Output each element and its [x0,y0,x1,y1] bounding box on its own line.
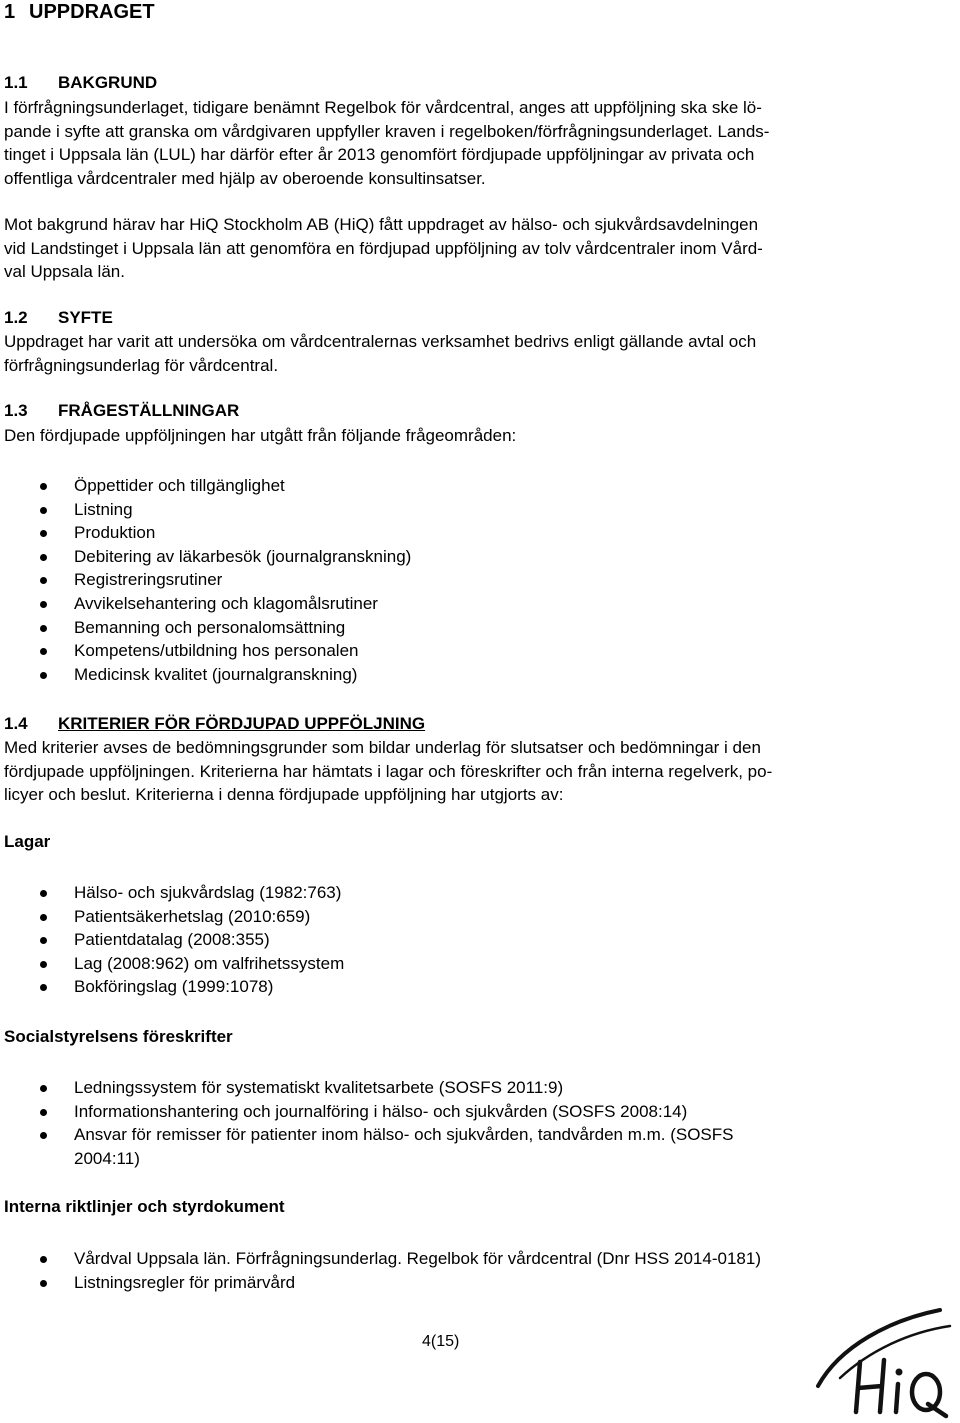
section-heading-kriterier [4,713,425,735]
paragraph-kriterier [4,736,870,807]
hiq-logo [800,1300,958,1420]
list-item: Listning [4,498,884,522]
section-number: 1.3 [4,401,28,420]
list-item: Kompetens/utbildning hos personalen [4,639,884,663]
text-line: fördjupade uppföljningen. Kriterierna har hämtats i lagar och föreskrifter och från interna regelverk, po- [4,761,773,781]
list-riktlinjer [4,1247,884,1294]
section-heading-fragestallningar [4,400,239,422]
list-item: Informationshantering och journalföring i hälso- och sjukvården (SOSFS 2008:14) [4,1100,884,1124]
list-item: Patientsäkerhetslag (2010:659) [4,905,884,929]
text-line: Den fördjupade uppföljningen har utgått från följande frågeområden: [4,426,517,445]
chapter-heading [4,0,155,24]
chapter-number: 1 [4,1,16,23]
text-line: förfrågningsunderlag för vårdcentral. [4,355,279,375]
page-number: 4(15) [422,1333,460,1350]
text-line: val Uppsala län. [4,262,125,281]
text-line: pande i syfte att granska om vårdgivaren uppfyller kraven i regelboken/förfrågningsunderlaget. Lands- [4,121,770,141]
section-number: 1.1 [4,73,28,92]
section-title: SYFTE [58,308,113,327]
list-item: Debitering av läkarbesök (journalgranskning) [4,545,884,569]
subsection-heading-foreskrifter: Socialstyrelsens föreskrifter [4,1027,233,1046]
list-item: Öppettider och tillgänglighet [4,474,884,498]
list-item: Registreringsrutiner [4,568,884,592]
text-line: tinget i Uppsala län (LUL) har därför efter år 2013 genomfört fördjupade uppföljningar av privata och [4,145,755,164]
list-item: Lag (2008:962) om valfrihetssystem [4,952,884,976]
section-title: BAKGRUND [58,73,158,92]
text-line: Med kriterier avses de bedömningsgrunder som bildar underlag för slutsatser och bedömningar i den [4,738,761,757]
paragraph-fragestallningar [4,424,870,448]
section-title: FRÅGESTÄLLNINGAR [58,401,240,420]
list-item: Bemanning och personalomsättning [4,616,884,640]
list-item: Medicinsk kvalitet (journalgranskning) [4,663,884,687]
text-line: vid Landstinget i Uppsala län att genomföra en fördjupad uppföljning av tolv vårdcentraler inom Vård- [4,238,763,258]
list-item: Produktion [4,521,884,545]
paragraph-bakgrund-2 [4,213,870,284]
list-item: Listningsregler för primärvård [4,1271,884,1295]
list-item: Bokföringslag (1999:1078) [4,975,884,999]
paragraph-syfte [4,330,870,377]
section-number: 1.4 [4,714,28,733]
list-item-line: Ansvar för remisser för patienter inom hälso- och sjukvården, tandvården m.m. (SOSFS [74,1125,734,1145]
paragraph-bakgrund-1 [4,96,870,190]
list-item: Avvikelsehantering och klagomålsrutiner [4,592,884,616]
subsection-heading-riktlinjer: Interna riktlinjer och styrdokument [4,1197,285,1216]
list-lagar [4,881,884,999]
text-line: Uppdraget har varit att undersöka om vårdcentralernas verksamhet bedrivs enligt gällande avtal och [4,332,757,351]
list-item: Ledningssystem för systematiskt kvalitetsarbete (SOSFS 2011:9) [4,1076,884,1100]
text-line: I förfrågningsunderlaget, tidigare benämnt Regelbok för vårdcentral, anges att uppföljning ska ske lö- [4,98,762,117]
list-item-line: 2004:11) [74,1148,140,1168]
list-item: Patientdatalag (2008:355) [4,928,884,952]
text-line: Mot bakgrund härav har HiQ Stockholm AB (HiQ) fått uppdraget av hälso- och sjukvårdsavdelningen [4,215,759,234]
text-line: licyer och beslut. Kriterierna i denna fördjupade uppföljning har utgjorts av: [4,785,564,804]
list-foreskrifter [4,1076,884,1170]
section-heading-bakgrund [4,72,157,94]
chapter-title: UPPDRAGET [29,1,155,23]
list-item: Vårdval Uppsala län. Förfrågningsunderlag. Regelbok för vårdcentral (Dnr HSS 2014-0181) [4,1247,884,1271]
section-heading-syfte [4,307,113,329]
text-line: offentliga vårdcentraler med hjälp av oberoende konsultinsatser. [4,168,486,188]
list-item [4,1123,884,1170]
list-item: Hälso- och sjukvårdslag (1982:763) [4,881,884,905]
section-title: KRITERIER FÖR FÖRDJUPAD UPPFÖLJNING [58,714,426,733]
section-number: 1.2 [4,308,28,327]
list-fragestallningar [4,474,884,686]
subsection-heading-lagar: Lagar [4,832,51,851]
